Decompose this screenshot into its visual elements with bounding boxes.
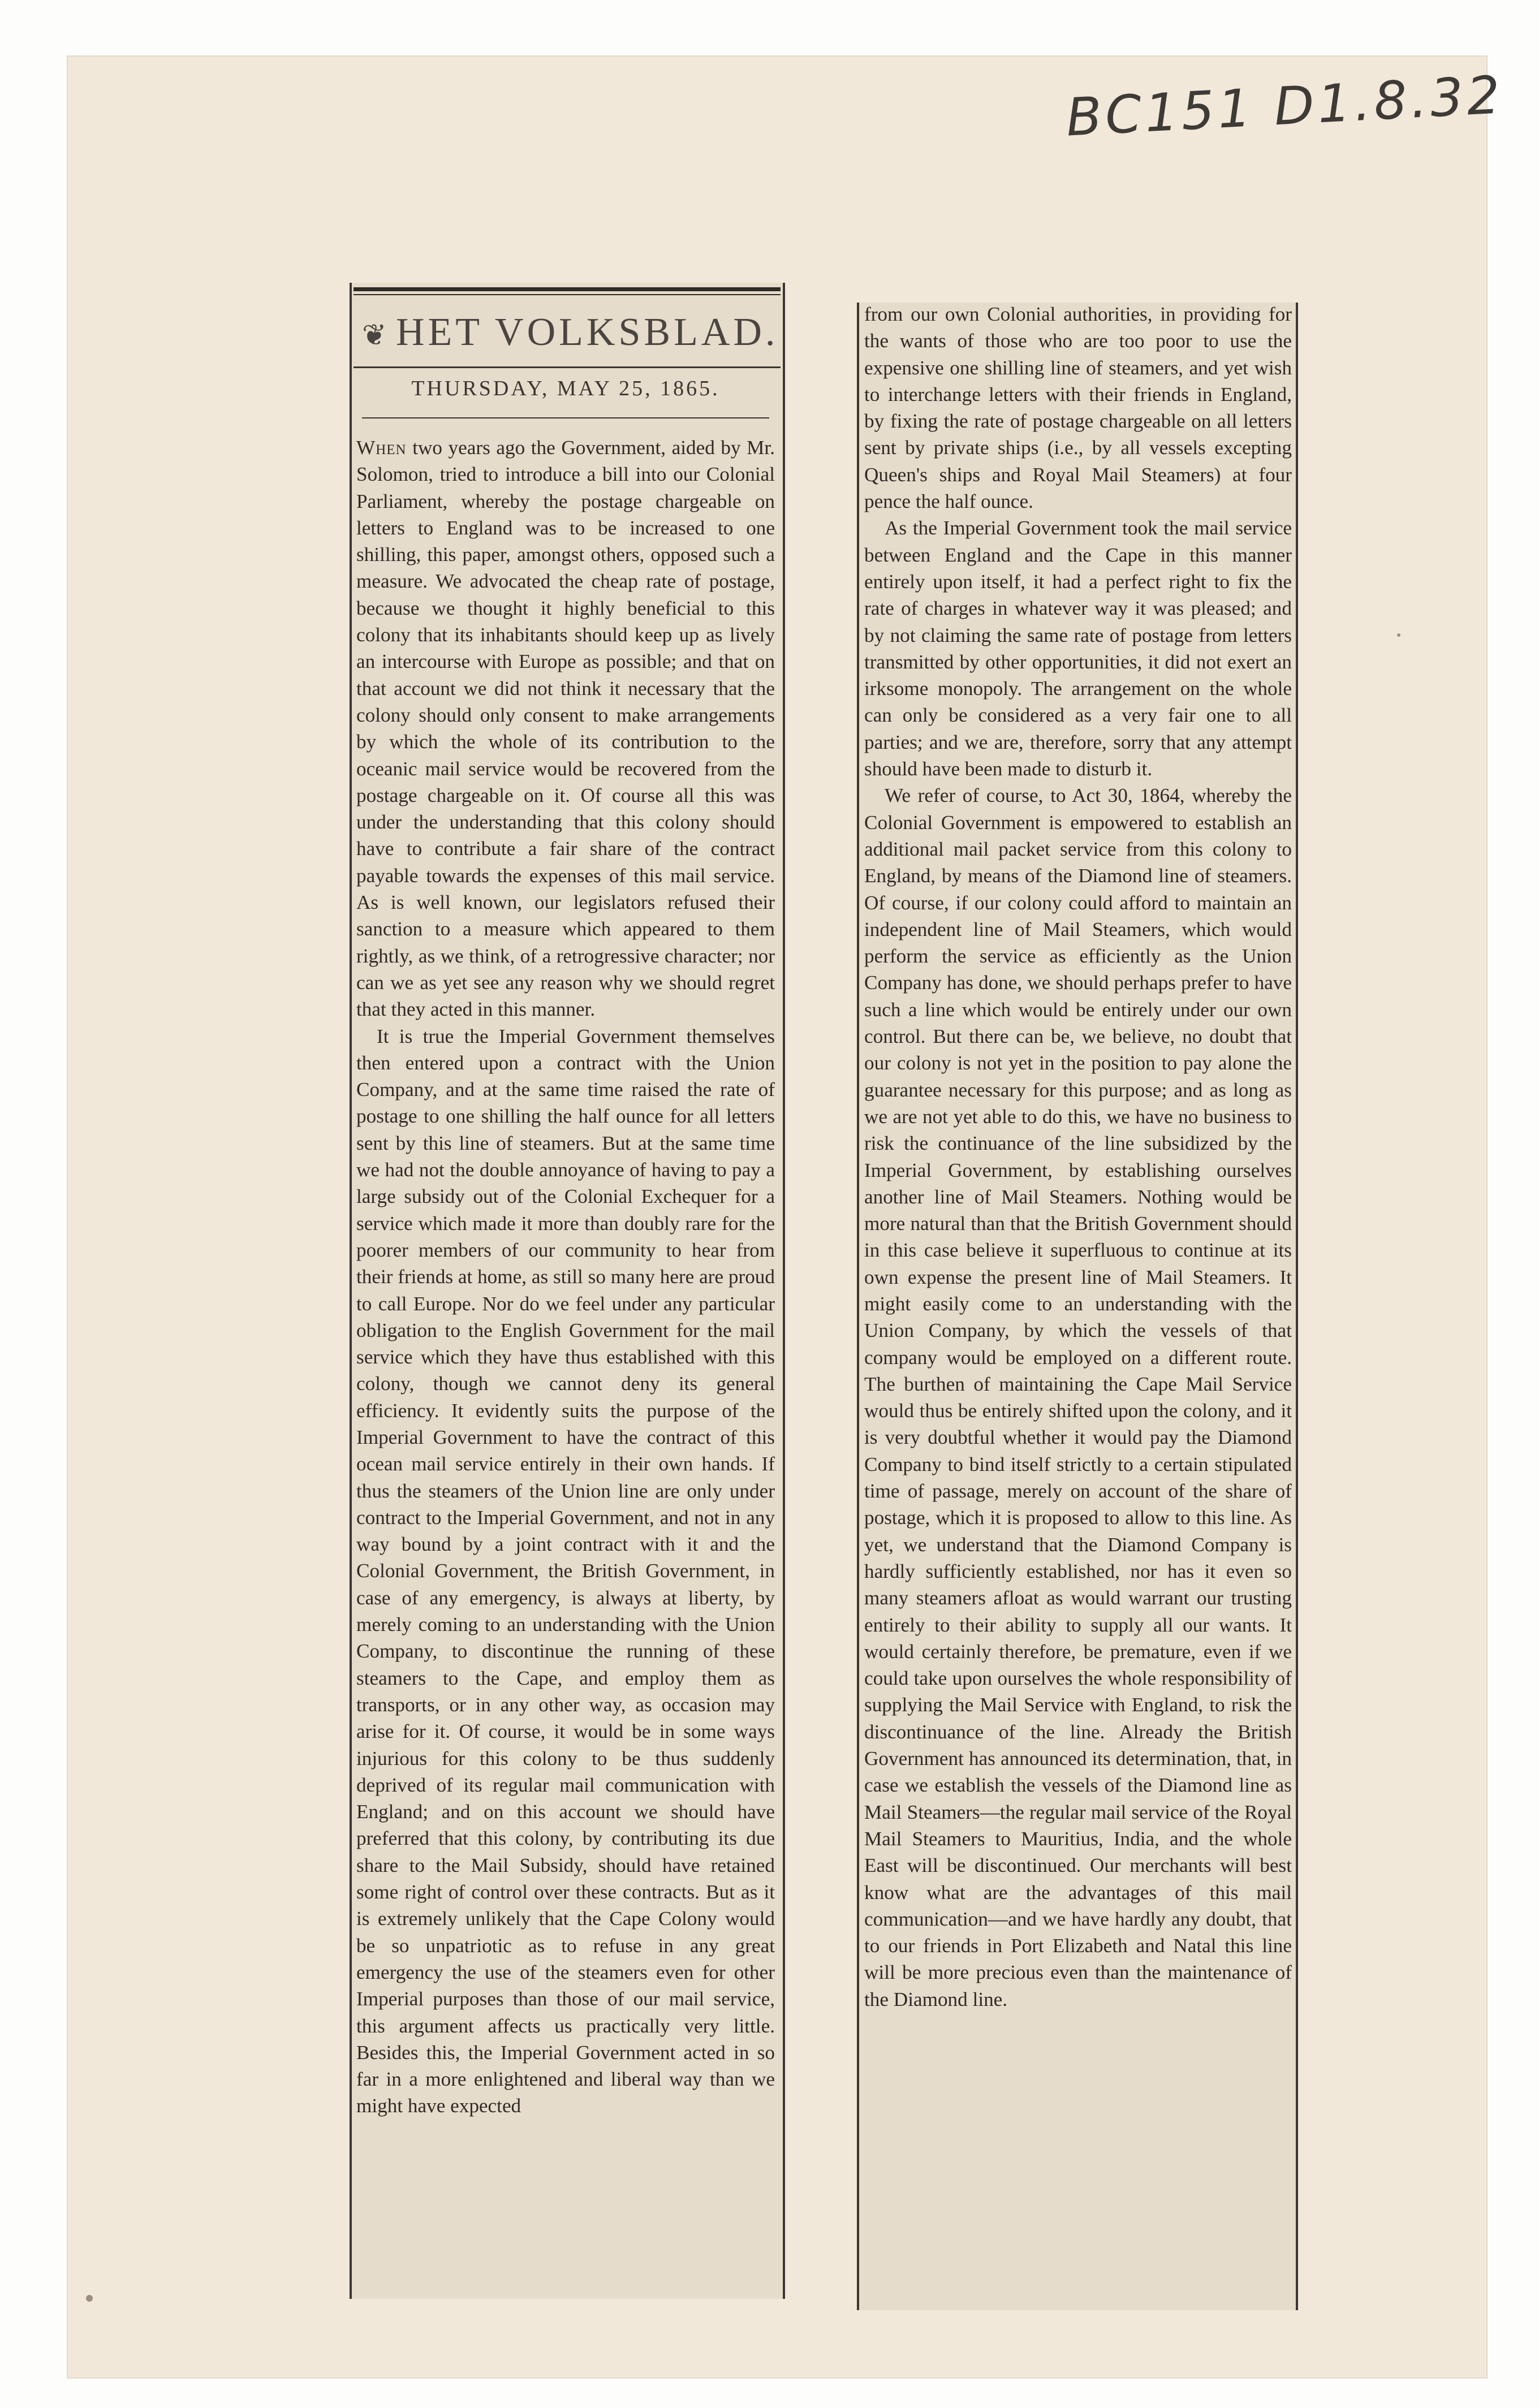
masthead-top-rule (354, 287, 781, 291)
article-paragraph: As the Imperial Government took the mail service between England and the Cape in this manner entirely upon itself, it had a perfect right to fix the rate of charges in whatever way it was pleased; and by not claiming the same rate of postage from letters transmitted by other opportunities, it did not exert an irksome monopoly. The arrangement on the whole can only be considered as a very fair one to all parties; and we are, therefore, sorry that any attempt should have been made to disturb it. (864, 517, 1292, 780)
article-column-left (356, 434, 775, 2295)
paper-speck (1397, 633, 1400, 637)
paragraph-text: two years ago the Government, aided by Mr. Solomon, tried to introduce a bill into our Colonial Parliament, whereby the postage chargeable on letters to England was to be increased to one shilling, this paper, amongst others, opposed such a measure. We advocated the cheap rate of postage, because we thought it highly beneficial to this colony that its inhabitants should keep up as lively an intercourse with Europe as possible; and that on that account we did not think it necessary that the colony should only consent to make arrangements by which the whole of its contribution to the oceanic mail service would be recovered from the postage chargeable on it. Of course all this was under the understanding that this colony should have to contribute a fair share of the contract payable towards the expenses of this mail service. As is well known, our legislators refused their sanction to a measure which appeared to them rightly, as we think, of a retrogressive character; nor can we as yet see any reason why we should regret that they acted in this manner. (356, 437, 775, 1021)
archive-reference-handwritten: BC151 D1.8.32 (1064, 64, 1505, 148)
lead-word: When (356, 437, 407, 459)
printer-ornament-icon: ❦ (362, 318, 387, 352)
article-paragraph (356, 434, 775, 1023)
date-rule (362, 417, 769, 418)
issue-date: THURSDAY, MAY 25, 1865. (411, 377, 720, 400)
newspaper-masthead: HET VOLKSBLAD. (396, 310, 779, 354)
article-paragraph: from our own Colonial authorities, in providing for the wants of those who are too poor to use the expensive one shilling line of steamers, and yet wish to interchange letters with their friends in England, by fixing the rate of postage chargeable on all letters sent by private ships (i.e., by all vessels excepting Queen's ships and Royal Mail Steamers) at four pence the half ounce. (864, 303, 1292, 513)
article-paragraph: We refer of course, to Act 30, 1864, whereby the Colonial Government is empowered to establish an additional mail packet service from this colony to England, by means of the Diamond line of steamers. Of course, if our colony could afford to maintain an independent line of Mail Steamers, which would perform the service as efficiently as the Union Company has done, we should perhaps prefer to have such a line which would be entirely under our own control. But there can be, we believe, no doubt that our colony is not yet in the position to pay alone the guarantee necessary for this purpose; and as long as we are not yet able to do this, we have no business to risk the continuance of the line subsidized by the Imperial Government, by establishing ourselves another line of Mail Steamers. Nothing would be more natural than that the British Government should in this case believe it superfluous to continue at its own expense the present line of Mail Steamers. It might easily come to an understanding with the Union Company, by which the vessels of that company would be employed on a different route. The burthen of maintaining the Cape Mail Service would thus be entirely shifted upon the colony, and it is very doubtful whether it would pay the Diamond Company to bind itself strictly to a certain stipulated time of passage, merely on account of the share of postage, which it is proposed to allow to this line. As yet, we understand that the Diamond Company is hardly sufficiently established, nor has it even so many steamers afloat as would warrant our trusting entirely to their ability to supply all our wants. It would certainly therefore, be premature, even if we could take upon ourselves the whole responsibility of supplying the Mail Service with England, to risk the discontinuance of the line. Already the British Government has announced its determination, that, in case we establish the vessels of the Diamond line as Mail Steamers—the regular mail service of the Royal Mail Steamers to Mauritius, India, and the whole East will be discontinued. Our merchants will best know what are the advantages of this mail communication—and we have hardly any doubt, that to our friends in Port Elizabeth and Natal this line will be more precious even than the maintenance of the Diamond line. (864, 784, 1292, 2010)
paper-speck (86, 2295, 93, 2302)
masthead-bottom-rule (354, 366, 781, 368)
masthead-top-rule-thin (354, 294, 781, 295)
paragraph-text: It is true the Imperial Government themselves then entered upon a contract with the Union Company, and at the same time raised the rate of postage to one shilling the half ounce for all letters sent by this line of steamers. But at the same time we had not the double annoyance of having to pay a large subsidy out of the Colonial Exchequer for a service which made it more than doubly rare for the poorer members of our community to hear from their friends at home, as still so many here are proud to call Europe. Nor do we feel under any particular obligation to the English Government for the mail service which they have thus established with this colony, though we cannot deny its general efficiency. It evidently suits the purpose of the Imperial Government to have the contract of this ocean mail service entirely in their own hands. If thus the steamers of the Union line are only under contract to the Imperial Government, and not in any way bound by a joint contract with it and the Colonial Government, the British Government, in case of any emergency, is always at liberty, by merely coming to an understanding with the Union Company, to discontinue the running of these steamers to the Cape, and employ them as transports, or in any other way, as occasion may arise for it. Of course, it would be in some ways injurious for this colony to be thus suddenly deprived of its regular mail communication with England; and on this account we should have preferred that this colony, by contributing its due share to the Mail Subsidy, should have retained some right of control over these contracts. But as it is extremely unlikely that the Cape Colony would be so unpatriotic as to refuse in any great emergency the use of the steamers even for other Imperial purposes than those of our mail service, this argument affects us practically very little. Besides this, the Imperial Government acted in so far in a more enlightened and liberal way than we might have expected (356, 1025, 775, 2117)
article-paragraph (356, 1023, 775, 2120)
article-column-right (864, 301, 1292, 2303)
